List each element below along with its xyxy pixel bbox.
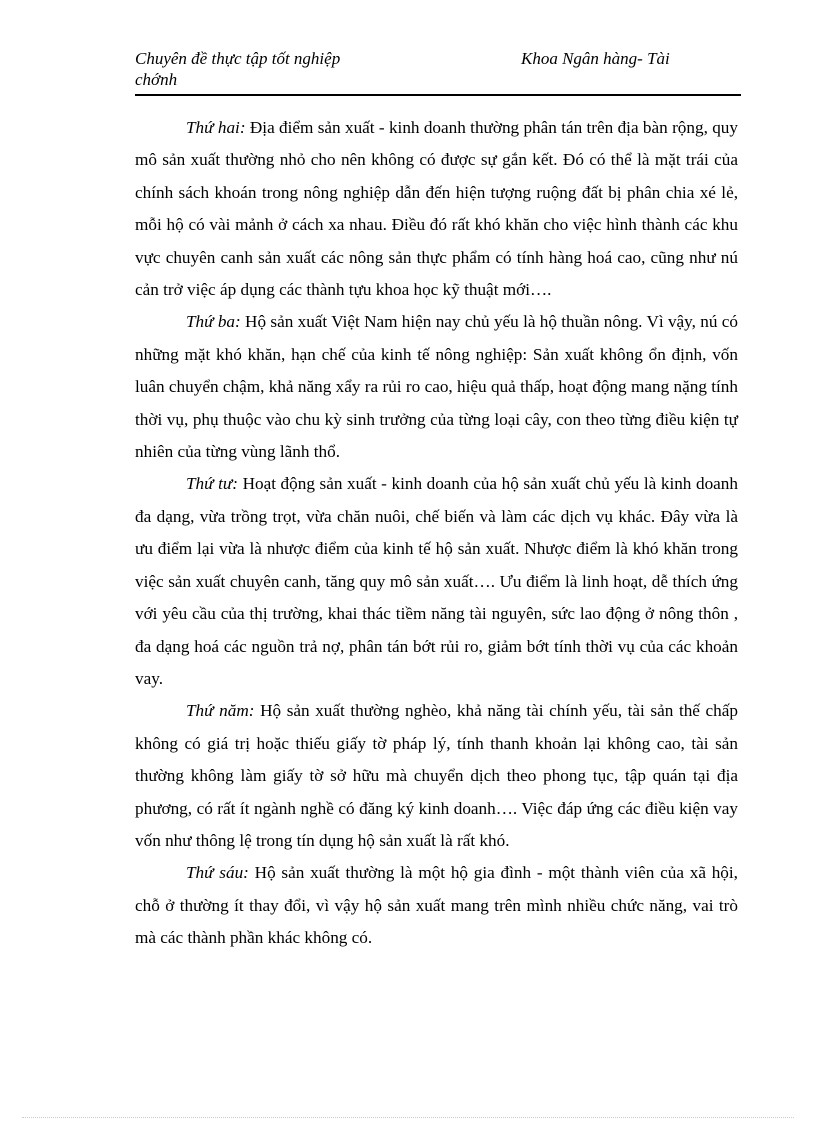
paragraph-lead: Thứ tư: — [186, 474, 238, 494]
paragraph-thu-ba — [135, 306, 738, 468]
paragraph-text: Hoạt động sản xuất - kinh doanh của hộ sản xuất chủ yếu là kinh doanh đa dạng, vừa trồng trọt, vừa chăn nuôi, chế biến và làm các dịch vụ khác. Đây vừa là ưu điểm lại vừa là nhược điểm của kinh tế hộ sản xuất. Nhược điểm là khó khăn trong việc sản xuất chuyên canh, tăng quy mô sản xuất…. Ưu điểm là linh hoạt, dễ thích ứng với yêu cầu của thị trường, khai thác tiềm năng tài nguyên, sức lao động ở nông thôn , đa dạng hoá các nguồn trả nợ, phân tán bớt rủi ro, giảm bớt tính thời vụ của các khoản vay. — [135, 474, 738, 688]
header-title-line1: Chuyên đề thực tập tốt nghiệp — [135, 49, 341, 68]
paragraph-text: Hộ sản xuất thường là một hộ gia đình - một thành viên của xã hội, chỗ ở thường ít thay đổi, vì vậy hộ sản xuất mang trên mình nhiều chức năng, vai trò mà các thành phần khác không có. — [135, 863, 738, 948]
paragraph-lead: Thứ ba: — [186, 312, 241, 332]
header-title — [135, 48, 435, 90]
header-title-line2: chớnh — [135, 70, 178, 89]
paragraph-thu-tu — [135, 468, 738, 695]
paragraph-lead: Thứ năm: — [186, 701, 255, 721]
paragraph-thu-nam — [135, 695, 738, 857]
footer-divider — [22, 1117, 794, 1118]
paragraph-text: Hộ sản xuất Việt Nam hiện nay chủ yếu là hộ thuần nông. Vì vậy, nú có những mặt khó khăn, hạn chế của kinh tế nông nghiệp: Sản xuất không ổn định, vốn luân chuyển chậm, khả năng xẩy ra rủi ro cao, hiệu quả thấp, hoạt động mang nặng tính thời vụ, phụ thuộc vào chu kỳ sinh trưởng của từng loại cây, con theo từng điều kiện tự nhiên của từng vùng lãnh thổ. — [135, 312, 738, 462]
paragraph-text: Địa điểm sản xuất - kinh doanh thường phân tán trên địa bàn rộng, quy mô sản xuất thường nhỏ cho nên không có được sự gắn kết. Đó có thể là mặt trái của chính sách khoán trong nông nghiệp dẫn đến hiện tượng ruộng đất bị phân chia xé lẻ, mỗi hộ có vài mảnh ở cách xa nhau. Điều đó rất khó khăn cho việc hình thành các khu vực chuyên canh sản xuất các nông sản thực phẩm có tính hàng hoá cao, cũng như nú cản trở việc áp dụng các thành tựu khoa học kỹ thuật mới…. — [135, 118, 738, 300]
document-body — [135, 112, 738, 955]
paragraph-thu-sau — [135, 857, 738, 954]
paragraph-text: Hộ sản xuất thường nghèo, khả năng tài chính yếu, tài sản thế chấp không có giá trị hoặc thiếu giấy tờ pháp lý, tính thanh khoản lại không cao, tài sản thường không làm giấy tờ sở hữu mà chuyển dịch theo phong tục, tập quán tại địa phương, có rất ít ngành nghề có đăng ký kinh doanh…. Việc đáp ứng các điều kiện vay vốn như thông lệ trong tín dụng hộ sản xuất là rất khó. — [135, 701, 738, 850]
page-header — [135, 48, 741, 96]
paragraph-thu-hai — [135, 112, 738, 306]
header-department: Khoa Ngân hàng- Tài — [521, 49, 670, 68]
paragraph-lead: Thứ sáu: — [186, 863, 249, 883]
paragraph-lead: Thứ hai: — [186, 118, 246, 137]
